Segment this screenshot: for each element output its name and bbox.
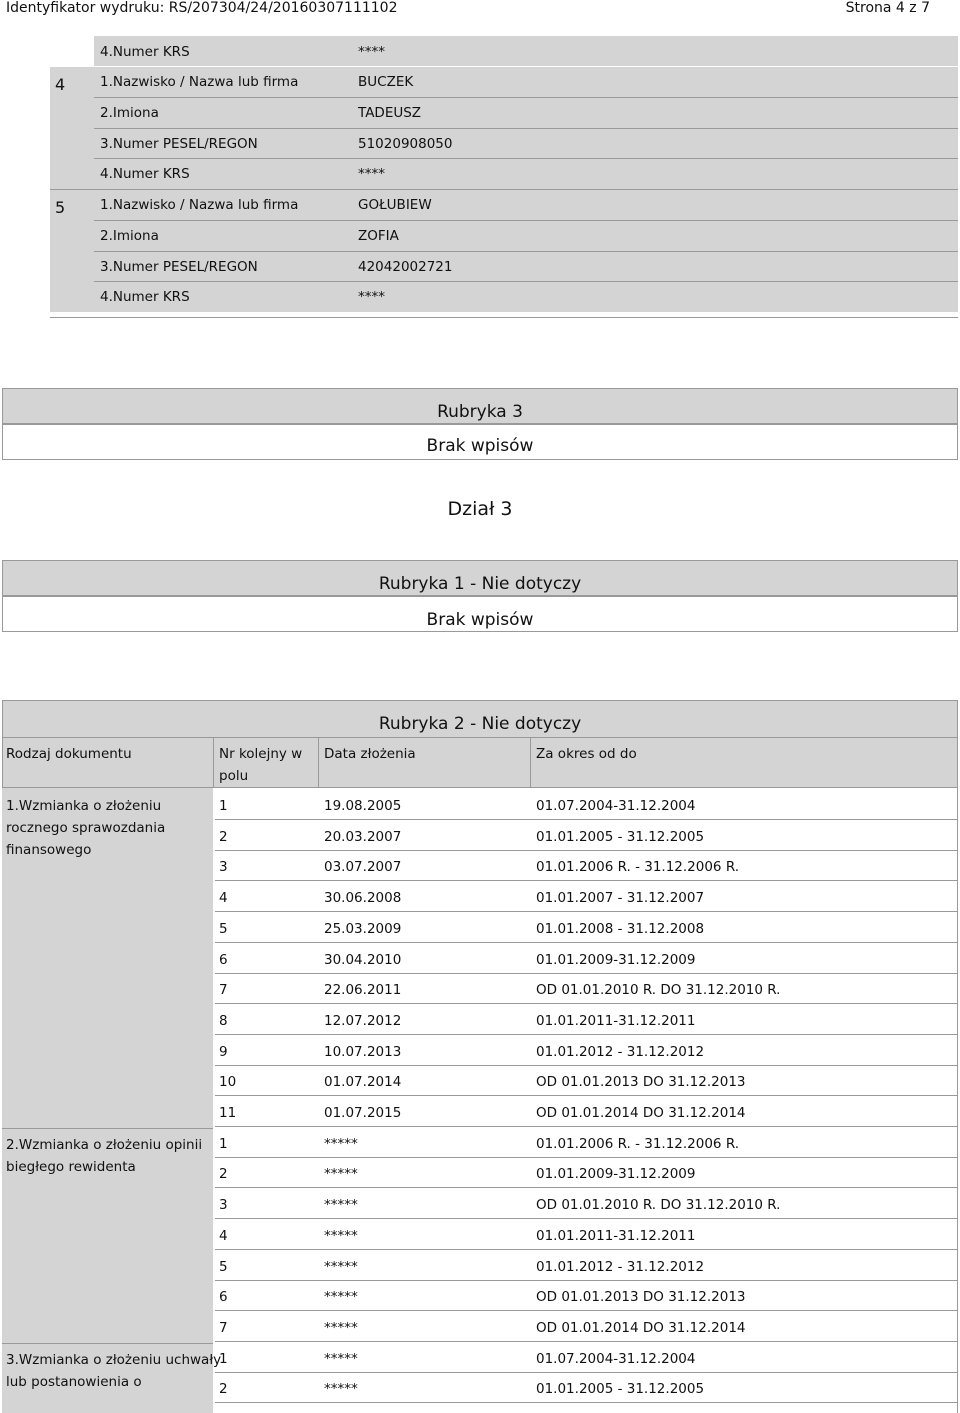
field-value: 42042002721: [358, 259, 453, 275]
section-title: Dział 3: [447, 498, 513, 520]
field-value: ****: [358, 289, 385, 305]
field-label: 3.Numer PESEL/REGON: [100, 136, 258, 152]
row-date: *****: [324, 1136, 358, 1152]
field-value: TADEUSZ: [358, 105, 422, 121]
row-period: 01.01.2011-31.12.2011: [536, 1228, 696, 1244]
row-number: 11: [219, 1105, 237, 1121]
row-divider: [215, 880, 958, 881]
row-date: *****: [324, 1289, 358, 1305]
doc-type-label: biegłego rewidenta: [6, 1159, 136, 1175]
row-date: *****: [324, 1259, 358, 1275]
field-value: 51020908050: [358, 136, 453, 152]
row-date: 10.07.2013: [324, 1044, 402, 1060]
row-divider: [215, 1280, 958, 1281]
row-divider: [215, 1310, 958, 1311]
rubryka2-title: Rubryka 2 - Nie dotyczy: [378, 714, 582, 734]
field-value: BUCZEK: [358, 74, 414, 90]
row-number: 5: [219, 1259, 228, 1275]
row-number: 8: [219, 1013, 228, 1029]
rubryka2-header-row: [2, 738, 958, 788]
row-period: 01.07.2004-31.12.2004: [536, 1351, 696, 1367]
field-label: 1.Nazwisko / Nazwa lub firma: [100, 74, 299, 90]
row-number: 10: [219, 1074, 237, 1090]
row-divider: [215, 1341, 958, 1342]
entry-number: 5: [55, 198, 66, 217]
column-header-date: Data złożenia: [324, 746, 416, 762]
field-label: 1.Nazwisko / Nazwa lub firma: [100, 197, 299, 213]
row-number: 3: [219, 1197, 228, 1213]
row-number: 1: [219, 798, 228, 814]
field-label: 2.Imiona: [100, 228, 159, 244]
row-number: 3: [219, 859, 228, 875]
row-divider: [215, 1126, 958, 1127]
row-date: 30.04.2010: [324, 952, 402, 968]
row-divider: [215, 1372, 958, 1373]
row-period: OD 01.01.2010 R. DO 31.12.2010 R.: [536, 1197, 781, 1213]
row-date: *****: [324, 1197, 358, 1213]
row-divider: [215, 819, 958, 820]
rubryka3-body: Brak wpisów: [426, 436, 534, 456]
column-header-period: Za okres od do: [536, 746, 637, 762]
row-period: 01.01.2012 - 31.12.2012: [536, 1044, 705, 1060]
row-number: 2: [219, 1381, 228, 1397]
row-date: 20.03.2007: [324, 829, 402, 845]
row-date: 22.06.2011: [324, 982, 402, 998]
row-period: 01.01.2005 - 31.12.2005: [536, 829, 705, 845]
doc-type-label: 1.Wzmianka o złożeniu: [6, 798, 162, 814]
row-period: 01.01.2009-31.12.2009: [536, 952, 696, 968]
row-date: 19.08.2005: [324, 798, 402, 814]
row-date: 03.07.2007: [324, 859, 402, 875]
row-divider: [215, 942, 958, 943]
row-number: 6: [219, 952, 228, 968]
row-number: 7: [219, 982, 228, 998]
doc-type-label: 3.Wzmianka o złożeniu uchwały: [6, 1352, 222, 1368]
page-number: Strona 4 z 7: [845, 0, 930, 16]
row-period: 01.01.2011-31.12.2011: [536, 1013, 696, 1029]
persons-table: [50, 36, 958, 318]
row-divider: [215, 1187, 958, 1188]
field-value: ****: [358, 166, 385, 182]
doc-type-label: rocznego sprawozdania: [6, 820, 166, 836]
row-divider: [215, 1402, 958, 1403]
row-number: 6: [219, 1289, 228, 1305]
row-divider: [215, 1003, 958, 1004]
doc-type-label: finansowego: [6, 842, 92, 858]
row-period: OD 01.01.2014 DO 31.12.2014: [536, 1105, 746, 1121]
row-date: *****: [324, 1166, 358, 1182]
column-header-doc: Rodzaj dokumentu: [6, 746, 132, 762]
row-number: 7: [219, 1320, 228, 1336]
row-divider: [215, 1065, 958, 1066]
rubryka3-title: Rubryka 3: [437, 402, 523, 422]
row-period: 01.01.2007 - 31.12.2007: [536, 890, 705, 906]
row-divider: [215, 1249, 958, 1250]
row-divider: [215, 1034, 958, 1035]
field-label: 2.Imiona: [100, 105, 159, 121]
row-divider: [215, 1157, 958, 1158]
entry-number: 4: [55, 75, 66, 94]
row-number: 4: [219, 1228, 228, 1244]
row-divider: [215, 850, 958, 851]
row-number: 4: [219, 890, 228, 906]
doc-type-label: lub postanowienia o: [6, 1374, 142, 1390]
doc-type-label: 2.Wzmianka o złożeniu opinii: [6, 1137, 203, 1153]
row-period: 01.01.2009-31.12.2009: [536, 1166, 696, 1182]
row-period: OD 01.01.2014 DO 31.12.2014: [536, 1320, 746, 1336]
row-date: 30.06.2008: [324, 890, 402, 906]
column-header-nr: Nr kolejny w: [219, 746, 303, 762]
field-value: ****: [358, 44, 385, 60]
row-divider: [215, 1095, 958, 1096]
row-divider: [215, 973, 958, 974]
field-label: 4.Numer KRS: [100, 44, 190, 60]
row-period: OD 01.01.2013 DO 31.12.2013: [536, 1074, 746, 1090]
row-number: 1: [219, 1351, 228, 1367]
row-date: *****: [324, 1228, 358, 1244]
field-label: 4.Numer KRS: [100, 289, 190, 305]
row-date: 01.07.2014: [324, 1074, 402, 1090]
row-number: 5: [219, 921, 228, 937]
doc-type-column: [2, 788, 213, 1413]
row-period: 01.01.2005 - 31.12.2005: [536, 1381, 705, 1397]
field-label: 3.Numer PESEL/REGON: [100, 259, 258, 275]
row-number: 9: [219, 1044, 228, 1060]
row-date: 12.07.2012: [324, 1013, 402, 1029]
row-number: 1: [219, 1136, 228, 1152]
print-id: Identyfikator wydruku: RS/207304/24/20160307111102: [6, 0, 398, 16]
row-date: 25.03.2009: [324, 921, 402, 937]
row-period: 01.01.2006 R. - 31.12.2006 R.: [536, 1136, 740, 1152]
column-header-nr-line2: polu: [219, 768, 249, 784]
field-label: 4.Numer KRS: [100, 166, 190, 182]
row-divider: [215, 911, 958, 912]
row-date: *****: [324, 1320, 358, 1336]
row-date: *****: [324, 1381, 358, 1397]
row-number: 2: [219, 829, 228, 845]
field-value: ZOFIA: [358, 228, 399, 244]
row-period: OD 01.01.2010 R. DO 31.12.2010 R.: [536, 982, 781, 998]
row-date: 01.07.2015: [324, 1105, 402, 1121]
row-divider: [215, 1218, 958, 1219]
field-value: GOŁUBIEW: [358, 197, 432, 213]
rubryka1-body: Brak wpisów: [426, 610, 534, 630]
row-period: 01.01.2012 - 31.12.2012: [536, 1259, 705, 1275]
rubryka1-title: Rubryka 1 - Nie dotyczy: [378, 574, 582, 594]
row-period: 01.07.2004-31.12.2004: [536, 798, 696, 814]
row-period: 01.01.2006 R. - 31.12.2006 R.: [536, 859, 740, 875]
row-period: 01.01.2008 - 31.12.2008: [536, 921, 705, 937]
row-date: *****: [324, 1351, 358, 1367]
row-period: OD 01.01.2013 DO 31.12.2013: [536, 1289, 746, 1305]
row-number: 2: [219, 1166, 228, 1182]
